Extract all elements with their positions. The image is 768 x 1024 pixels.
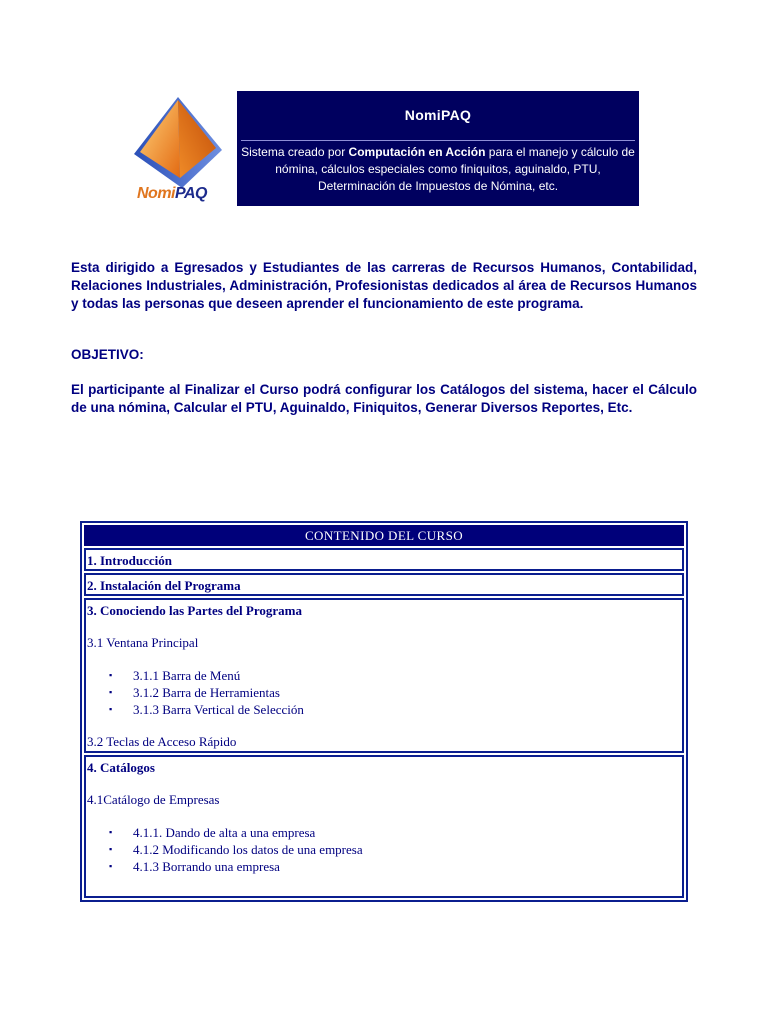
- pyramid-icon: [128, 92, 228, 192]
- list-item: ▪ 4.1.3 Borrando una empresa: [109, 859, 280, 874]
- subsection-list: [87, 667, 682, 718]
- section-conociendo: [84, 598, 684, 753]
- subsection-teclas: 3.2 Teclas de Acceso Rápido: [87, 734, 237, 749]
- banner-description: Sistema creado por Computación en Acción para el manejo y cálculo de nómina, cálculos especiales como finiquitos, aguinaldo, PTU, Determinación de Impuestos de Nómina, etc.: [241, 140, 635, 195]
- section-instalacion: [84, 573, 684, 596]
- course-contents-table: [80, 521, 688, 902]
- subsection-ventana-principal: 3.1 Ventana Principal: [87, 635, 199, 650]
- section-title: 2. Instalación del Programa: [87, 578, 241, 593]
- list-item: ▪ 4.1.1. Dando de alta a una empresa: [109, 825, 316, 840]
- objetivo-paragraph: El participante al Finalizar el Curso podrá configurar los Catálogos del sistema, hacer el Cálculo de una nómina, Calcular el PTU, Aguinaldo, Finiquitos, Generar Diversos Reportes, Etc.: [71, 382, 697, 415]
- list-item: ▪ 4.1.2 Modificando los datos de una empresa: [109, 842, 363, 857]
- bullet-icon: ▪: [109, 861, 113, 871]
- banner-title: NomiPAQ: [404, 107, 472, 123]
- list-item: ▪ 3.1.1 Barra de Menú: [109, 668, 241, 683]
- subsection-catalogo-empresas: 4.1Catálogo de Empresas: [87, 792, 220, 807]
- bullet-icon: ▪: [109, 687, 113, 697]
- bullet-icon: ▪: [109, 704, 113, 714]
- bullet-icon: ▪: [109, 670, 113, 680]
- bullet-icon: ▪: [109, 844, 113, 854]
- subsection-list: [87, 824, 682, 875]
- bullet-icon: ▪: [109, 827, 113, 837]
- course-title: CONTENIDO DEL CURSO: [84, 525, 684, 546]
- section-catalogos: [84, 755, 684, 898]
- list-item: ▪ 3.1.2 Barra de Herramientas: [109, 685, 280, 700]
- section-introduccion: [84, 548, 684, 571]
- nomipaq-logo: [128, 92, 228, 210]
- section-title: 3. Conociendo las Partes del Programa: [87, 603, 302, 618]
- logo-wordmark: NomiPAQ: [137, 185, 207, 202]
- intro-paragraph: Esta dirigido a Egresados y Estudiantes de las carreras de Recursos Humanos, Contabilidad, Relaciones Industriales, Administración, Profesionistas dedicados al área de Recursos Humanos y todas las personas que deseen aprender el funcionamiento de este programa.: [71, 260, 697, 311]
- header-banner: [237, 91, 639, 206]
- objetivo-heading: OBJETIVO:: [71, 347, 144, 362]
- list-item: ▪ 3.1.3 Barra Vertical de Selección: [109, 702, 304, 717]
- section-title: 4. Catálogos: [87, 760, 155, 775]
- section-title: 1. Introducción: [87, 553, 172, 568]
